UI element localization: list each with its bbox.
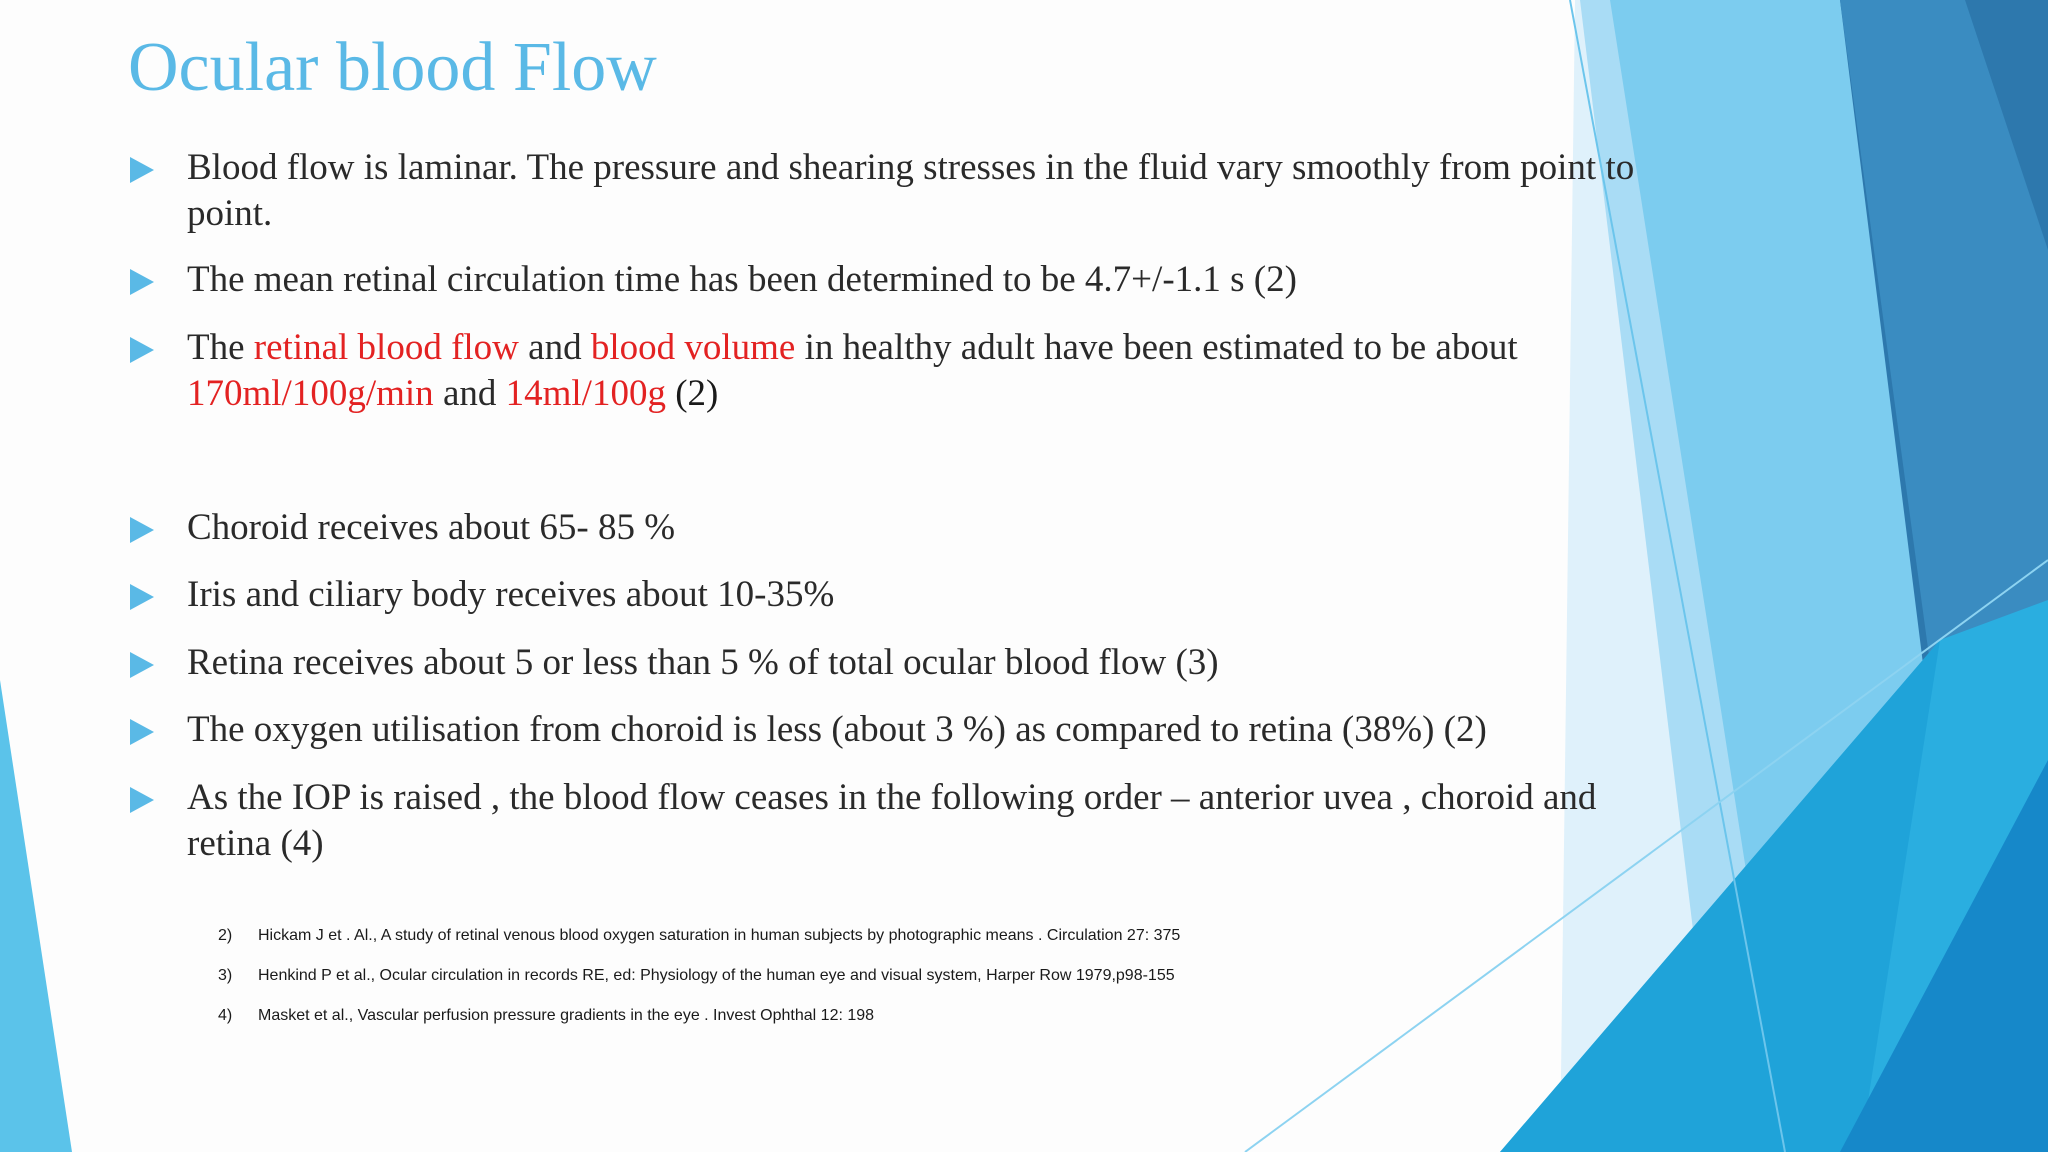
reference-number: 3) <box>218 967 233 984</box>
text-segment: (2) <box>665 373 719 414</box>
reference-item <box>218 926 1218 946</box>
text-segment: and <box>518 327 591 368</box>
highlight-flow-value: 170ml/100g/min <box>187 373 434 414</box>
reference-text: Henkind P et al., Ocular circulation in records RE, ed: Physiology of the human eye and visual system, Harper Row 1979,p98-155 <box>258 967 1175 984</box>
reference-item <box>218 966 1218 986</box>
reference-number: 2) <box>218 927 233 944</box>
triangle-right-icon <box>130 157 154 183</box>
highlight-retinal-blood-flow: retinal blood flow <box>253 327 519 368</box>
triangle-right-icon <box>130 269 154 295</box>
triangle-right-icon <box>130 584 154 610</box>
slide-title: Ocular blood Flow <box>128 29 657 106</box>
triangle-right-icon <box>130 787 154 813</box>
bullet-text: As the IOP is raised , the blood flow ceases in the following order – anterior uvea , choroid and retina (4) <box>187 777 1597 864</box>
bullet-text: The mean retinal circulation time has been determined to be 4.7+/-1.1 s (2) <box>187 259 1297 300</box>
text-segment: and <box>433 373 506 414</box>
triangle-right-icon <box>130 517 154 543</box>
text-segment: in healthy adult have been estimated to be about <box>795 327 1518 368</box>
reference-number: 4) <box>218 1007 233 1024</box>
triangle-right-icon <box>130 652 154 678</box>
reference-text: Masket et al., Vascular perfusion pressure gradients in the eye . Invest Ophthal 12: 198 <box>258 1007 875 1024</box>
bullet-text: Blood flow is laminar. The pressure and shearing stresses in the fluid vary smoothly from point to point. <box>187 147 1635 234</box>
highlight-volume-value: 14ml/100g <box>505 373 666 414</box>
bullet-text: Iris and ciliary body receives about 10-35% <box>187 574 835 615</box>
bullet-text: The oxygen utilisation from choroid is less (about 3 %) as compared to retina (38%) (2) <box>187 709 1487 750</box>
bullet-text: Retina receives about 5 or less than 5 % of total ocular blood flow (3) <box>187 642 1219 683</box>
triangle-right-icon <box>130 337 154 363</box>
highlight-blood-volume: blood volume <box>590 327 796 368</box>
reference-text: Hickam J et . Al., A study of retinal venous blood oxygen saturation in human subjects by photographic means . Circulation 27: 375 <box>258 927 1181 944</box>
references <box>218 926 1218 1046</box>
bullet-text-rich <box>187 325 1667 417</box>
triangle-right-icon <box>130 719 154 745</box>
bullet-text: Choroid receives about 65- 85 % <box>187 507 676 548</box>
text-segment: The <box>187 327 254 368</box>
reference-item <box>218 1006 1218 1026</box>
